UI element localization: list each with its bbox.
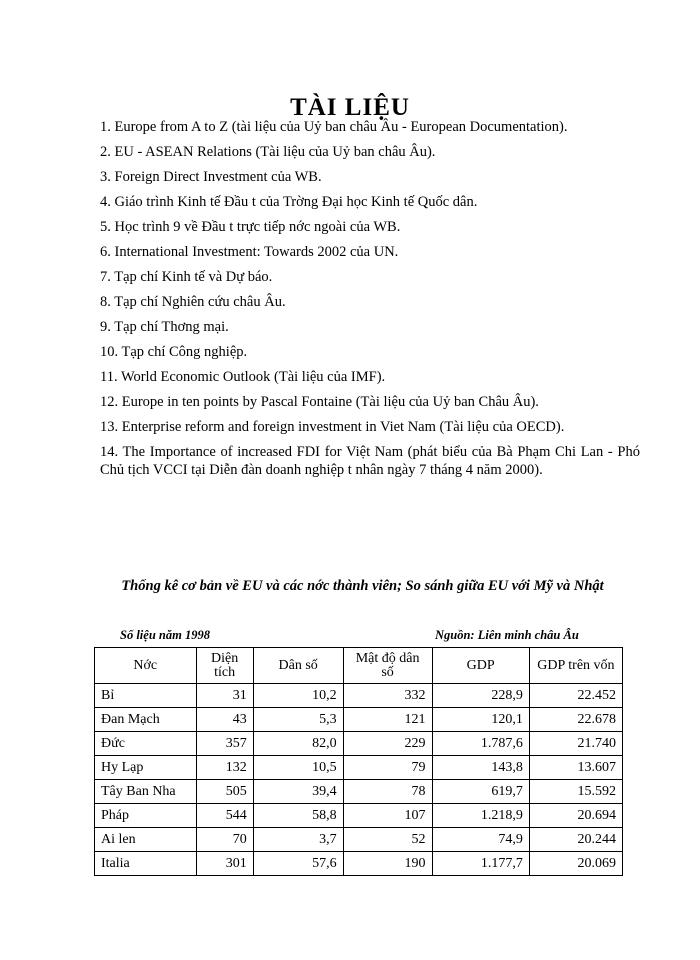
column-header: GDP: [432, 648, 529, 684]
value-cell: 74,9: [432, 828, 529, 852]
reference-item: 13. Enterprise reform and foreign investment in Viet Nam (Tài liệu của OECD).: [100, 419, 565, 435]
value-cell: 544: [196, 804, 253, 828]
value-cell: 10,5: [253, 756, 343, 780]
value-cell: 20.069: [529, 852, 622, 876]
country-cell: Hy Lạp: [95, 756, 197, 780]
value-cell: 10,2: [253, 684, 343, 708]
table-row: [95, 732, 623, 756]
reference-item: 2. EU - ASEAN Relations (Tài liệu của Uỷ ban châu Âu).: [100, 144, 436, 160]
reference-item: 6. International Investment: Towards 2002 của UN.: [100, 244, 399, 260]
value-cell: 31: [196, 684, 253, 708]
value-cell: 13.607: [529, 756, 622, 780]
value-cell: 190: [343, 852, 432, 876]
table-header-row: [95, 648, 623, 684]
value-cell: 228,9: [432, 684, 529, 708]
country-cell: Tây Ban Nha: [95, 780, 197, 804]
value-cell: 505: [196, 780, 253, 804]
value-cell: 357: [196, 732, 253, 756]
column-header: Nớc: [95, 648, 197, 684]
value-cell: 20.244: [529, 828, 622, 852]
value-cell: 301: [196, 852, 253, 876]
value-cell: 22.678: [529, 708, 622, 732]
table-row: [95, 684, 623, 708]
value-cell: 1.787,6: [432, 732, 529, 756]
country-cell: Ai len: [95, 828, 197, 852]
value-cell: 57,6: [253, 852, 343, 876]
reference-item: 10. Tạp chí Công nghiệp.: [100, 344, 248, 360]
table-row: [95, 708, 623, 732]
value-cell: 132: [196, 756, 253, 780]
country-cell: Italia: [95, 852, 197, 876]
table-row: [95, 804, 623, 828]
reference-item: 14. The Importance of increased FDI for Việt Nam (phát biểu của Bà Phạm Chi Lan - Phó Chủ tịch VCCI tại Diễn đàn doanh nghiệp t nhân ngày 7 tháng 4 năm 2000).: [100, 444, 640, 478]
column-header: Mật độ dân số: [343, 648, 432, 684]
value-cell: 70: [196, 828, 253, 852]
country-cell: Pháp: [95, 804, 197, 828]
country-cell: Đức: [95, 732, 197, 756]
column-header: GDP trên vốn: [529, 648, 622, 684]
value-cell: 3,7: [253, 828, 343, 852]
value-cell: 15.592: [529, 780, 622, 804]
table-row: [95, 780, 623, 804]
reference-item: 1. Europe from A to Z (tài liệu của Uỷ ban châu Âu - European Documentation).: [100, 119, 568, 135]
reference-item: 9. Tạp chí Thơng mại.: [100, 319, 229, 335]
value-cell: 43: [196, 708, 253, 732]
value-cell: 121: [343, 708, 432, 732]
table-title: Thống kê cơ bản về EU và các nớc thành viên; So sánh giữa EU với Mỹ và Nhật: [121, 578, 604, 594]
table-row: [95, 828, 623, 852]
reference-item: 5. Học trình 9 về Đầu t trực tiếp nớc ngoài của WB.: [100, 219, 401, 235]
value-cell: 332: [343, 684, 432, 708]
value-cell: 20.694: [529, 804, 622, 828]
column-header: Dân số: [253, 648, 343, 684]
source-note: Nguồn: Liên minh châu Âu: [435, 628, 579, 642]
value-cell: 1.177,7: [432, 852, 529, 876]
reference-item: 11. World Economic Outlook (Tài liệu của IMF).: [100, 369, 386, 385]
country-cell: Đan Mạch: [95, 708, 197, 732]
value-cell: 107: [343, 804, 432, 828]
data-year-note: Số liệu năm 1998: [120, 628, 210, 642]
value-cell: 82,0: [253, 732, 343, 756]
reference-item: 7. Tạp chí Kinh tế và Dự báo.: [100, 269, 273, 285]
value-cell: 52: [343, 828, 432, 852]
reference-list: [100, 118, 640, 486]
value-cell: 21.740: [529, 732, 622, 756]
page-title: TÀI LIỆU: [290, 94, 410, 121]
column-header: Diện tích: [196, 648, 253, 684]
value-cell: 79: [343, 756, 432, 780]
value-cell: 5,3: [253, 708, 343, 732]
value-cell: 39,4: [253, 780, 343, 804]
reference-item: 4. Giáo trình Kinh tế Đầu t của Trờng Đại học Kinh tế Quốc dân.: [100, 194, 478, 210]
value-cell: 58,8: [253, 804, 343, 828]
reference-item: 12. Europe in ten points by Pascal Fontaine (Tài liệu của Uỷ ban Châu Âu).: [100, 394, 539, 410]
value-cell: 229: [343, 732, 432, 756]
table-row: [95, 756, 623, 780]
country-cell: Bỉ: [95, 684, 197, 708]
eu-statistics-table: [94, 647, 623, 876]
value-cell: 120,1: [432, 708, 529, 732]
value-cell: 143,8: [432, 756, 529, 780]
table-row: [95, 852, 623, 876]
value-cell: 22.452: [529, 684, 622, 708]
reference-item: 3. Foreign Direct Investment của WB.: [100, 169, 322, 185]
value-cell: 78: [343, 780, 432, 804]
reference-item: 8. Tạp chí Nghiên cứu châu Âu.: [100, 294, 286, 310]
value-cell: 619,7: [432, 780, 529, 804]
value-cell: 1.218,9: [432, 804, 529, 828]
